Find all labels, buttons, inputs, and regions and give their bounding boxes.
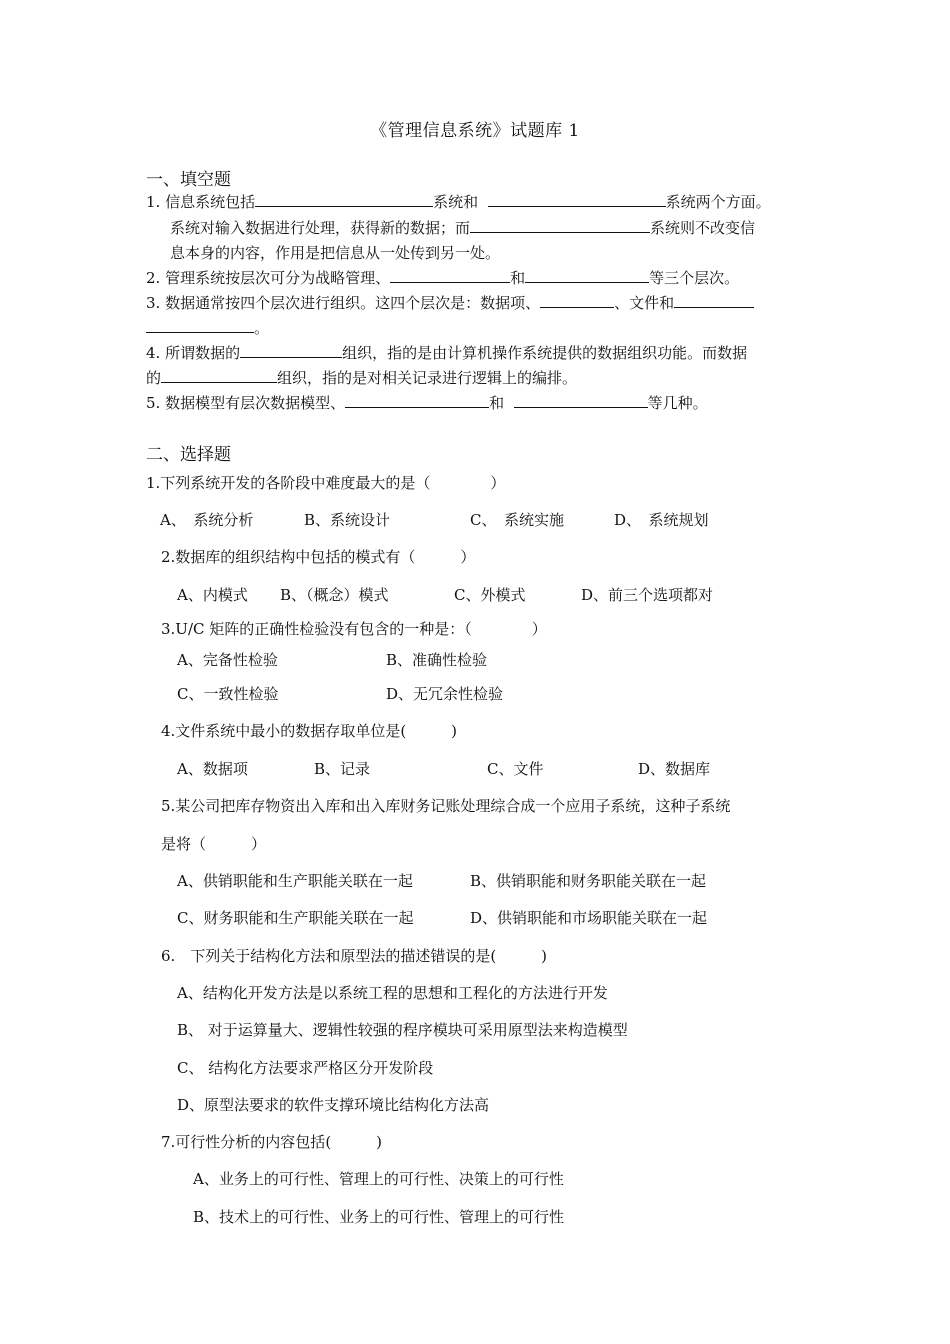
choice-q4-option-c: C、文件 xyxy=(487,760,544,778)
choice-q5-option-d: D、供销职能和市场职能关联在一起 xyxy=(470,909,708,927)
choice-q2-option-b: B、（概念）模式 xyxy=(280,586,389,604)
choice-q1-option-a: A、 系统分析 xyxy=(160,511,254,529)
choice-q2-stem: 2.数据库的组织结构中包括的模式有（ ） xyxy=(161,548,476,566)
fill-q1-line2: 系统对输入数据进行处理，获得新的数据；而 系统则不改变信 xyxy=(170,219,756,237)
question-number: 3. xyxy=(146,294,161,312)
choice-q7-option-a: A、业务上的可行性、管理上的可行性、决策上的可行性 xyxy=(193,1170,564,1188)
fill-q1-line1: 1. 信息系统包括 系统和 系统两个方面。 xyxy=(146,193,771,211)
choice-q1-stem: 1.下列系统开发的各阶段中难度最大的是（ ） xyxy=(146,474,506,492)
choice-q4-option-d: D、数据库 xyxy=(638,760,711,778)
answer-blank xyxy=(470,218,650,233)
choice-q7-stem: 7.可行性分析的内容包括( ) xyxy=(161,1133,383,1151)
choice-q5-option-c: C、财务职能和生产职能关联在一起 xyxy=(177,909,414,927)
choice-q3-option-b: B、准确性检验 xyxy=(386,651,488,669)
answer-blank xyxy=(161,368,277,383)
choice-q6-option-a: A、结构化开发方法是以系统工程的思想和工程化的方法进行开发 xyxy=(177,984,608,1002)
fill-q4-line2: 的 组织，指的是对相关记录进行逻辑上的编排。 xyxy=(146,369,578,387)
question-number: 4. xyxy=(146,344,161,362)
choice-q5-stem-cont: 是将（ ） xyxy=(161,835,267,853)
answer-blank xyxy=(146,318,254,333)
choice-q4-stem: 4.文件系统中最小的数据存取单位是( ) xyxy=(161,722,458,740)
answer-blank xyxy=(525,268,649,283)
question-number: 5. xyxy=(146,394,161,412)
choice-q6-option-b: B、 对于运算量大、逻辑性较强的程序模块可采用原型法来构造模型 xyxy=(177,1021,628,1039)
choice-q6-stem: 6. 下列关于结构化方法和原型法的描述错误的是( ) xyxy=(161,947,548,965)
choice-q6-option-c: C、 结构化方法要求严格区分开发阶段 xyxy=(177,1059,434,1077)
answer-blank xyxy=(674,293,754,308)
choice-q5-option-b: B、供销职能和财务职能关联在一起 xyxy=(470,872,707,890)
fill-q1-line3: 息本身的内容，作用是把信息从一处传到另一处。 xyxy=(170,244,501,262)
choice-q6-option-d: D、原型法要求的软件支撑环境比结构化方法高 xyxy=(177,1096,490,1114)
fill-q4-line1: 4. 所谓数据的 组织，指的是由计算机操作系统提供的数据组织功能。而数据 xyxy=(146,344,748,362)
question-number: 1. xyxy=(146,193,161,211)
choice-q3-option-d: D、无冗余性检验 xyxy=(386,685,504,703)
answer-blank xyxy=(488,192,666,207)
choice-q1-option-d: D、 系统规划 xyxy=(614,511,709,529)
document-title: 《管理信息系统》试题库 1 xyxy=(370,121,580,141)
answer-blank xyxy=(345,393,489,408)
choice-q1-option-b: B、系统设计 xyxy=(304,511,391,529)
choice-q4-option-a: A、数据项 xyxy=(177,760,248,778)
section-heading-fill: 一、填空题 xyxy=(146,170,231,190)
answer-blank xyxy=(390,268,510,283)
choice-q2-option-a: A、内模式 xyxy=(177,586,248,604)
choice-q3-stem: 3.U/C 矩阵的正确性检验没有包含的一种是：（ ） xyxy=(161,620,547,638)
choice-q2-option-d: D、前三个选项都对 xyxy=(581,586,714,604)
choice-q4-option-b: B、记录 xyxy=(314,760,371,778)
answer-blank xyxy=(240,343,342,358)
choice-q2-option-c: C、外模式 xyxy=(454,586,526,604)
answer-blank xyxy=(255,192,433,207)
answer-blank xyxy=(514,393,648,408)
fill-q2: 2. 管理系统按层次可分为战略管理、 和 等三个层次。 xyxy=(146,269,740,287)
fill-q5: 5. 数据模型有层次数据模型、 和 等几种。 xyxy=(146,394,708,412)
choice-q3-option-c: C、一致性检验 xyxy=(177,685,279,703)
fill-q3-line2: 。 xyxy=(146,318,269,338)
choice-q5-stem: 5.某公司把库存物资出入库和出入库财务记账处理综合成一个应用子系统，这种子系统 xyxy=(161,797,731,815)
choice-q7-option-b: B、技术上的可行性、业务上的可行性、管理上的可行性 xyxy=(193,1208,565,1226)
choice-q1-option-c: C、 系统实施 xyxy=(470,511,564,529)
choice-q5-option-a: A、供销职能和生产职能关联在一起 xyxy=(177,872,413,890)
section-heading-choice: 二、选择题 xyxy=(146,445,231,465)
fill-q3-line1: 3. 数据通常按四个层次进行组织。这四个层次是：数据项、 、文件和 xyxy=(146,293,754,313)
choice-q3-option-a: A、完备性检验 xyxy=(177,651,278,669)
answer-blank xyxy=(540,293,614,308)
question-number: 2. xyxy=(146,269,161,287)
